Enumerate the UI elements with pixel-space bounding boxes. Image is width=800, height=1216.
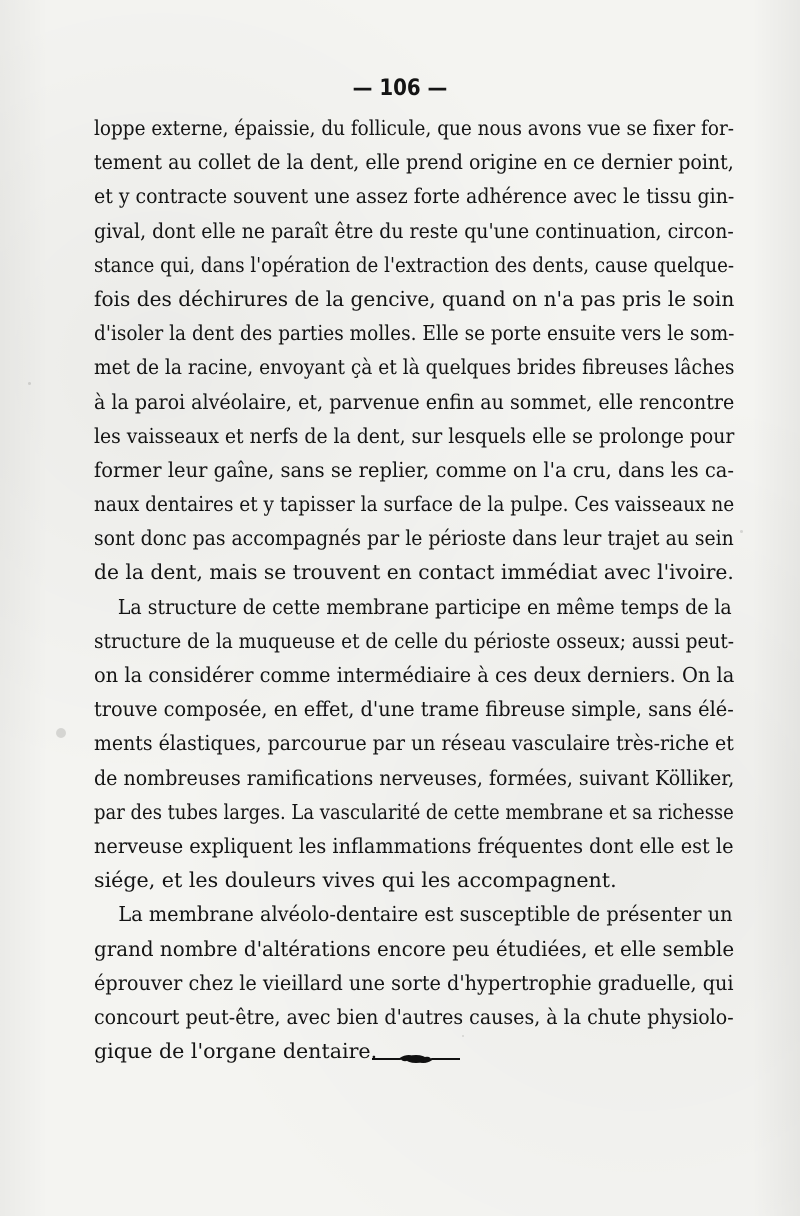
text-line: par des tubes larges. La vascularité de cette membrane et sa richesse [94,799,734,824]
text-line: fois des déchirures de la gencive, quand on n'a pas pris le soin [94,286,735,311]
text-line: loppe externe, épaissie, du follicule, que nous avons vue se fixer for- [94,116,734,140]
paper-speck [28,382,31,385]
paper-speck [740,530,743,533]
text-line: d'isoler la dent des parties molles. Elle se porte ensuite vers le som- [94,321,735,346]
paper-speck [462,1035,464,1037]
text-line: nerveuse expliquent les inflammations fréquentes dont elle est le [94,833,734,858]
text-line: stance qui, dans l'opération de l'extraction des dents, cause quelque- [94,252,735,277]
text-line: trouve composée, en effet, d'une trame fibreuse simple, sans élé- [94,697,734,722]
text-line: former leur gaîne, sans se replier, comme on l'a cru, dans les ca- [94,457,734,482]
body-text [94,111,734,1068]
text-line: siége, et les douleurs vives qui les accompagnent. [94,868,617,893]
text-line: ments élastiques, parcourue par un réseau vasculaire très-riche et [94,731,734,756]
text-line: tement au collet de la dent, elle prend origine en ce dernier point, [94,150,734,175]
paragraph-start-line: La structure de cette membrane participe en même temps de la [117,594,732,619]
paragraph-start-line: La membrane alvéolo-dentaire est susceptible de présenter un [118,902,733,927]
page-number: — 106 — [352,76,448,101]
text-line: on la considérer comme intermédiaire à ces deux derniers. On la [94,663,735,687]
paper-speck [56,728,66,738]
text-line: structure de la muqueuse et de celle du périoste osseux; aussi peut- [94,628,735,653]
text-line: de la dent, mais se trouvent en contact immédiat avec l'ivoire. [94,560,734,585]
text-line: sont donc pas accompagnés par le périoste dans leur trajet au sein [94,526,734,551]
text-line: concourt peut-être, avec bien d'autres causes, à la chute physiolo- [94,1004,734,1029]
text-line: les vaisseaux et nerfs de la dent, sur lesquels elle se prolonge pour [94,423,735,448]
text-line: naux dentaires et y tapisser la surface de la pulpe. Ces vaisseaux ne [94,492,735,517]
text-line: et y contracte souvent une assez forte adhérence avec le tissu gin- [94,184,735,209]
text-line: gival, dont elle ne paraît être du reste qu'une continuation, circon- [94,218,734,243]
text-line: à la paroi alvéolaire, et, parvenue enfin au sommet, elle rencontre [94,389,735,414]
text-line: gique de l'organe dentaire. [94,1039,378,1064]
text-line: met de la racine, envoyant çà et là quelques brides fibreuses lâches [94,355,735,380]
text-line: éprouver chez le vieillard une sorte d'hypertrophie graduelle, qui [94,970,734,995]
end-ornament [370,1051,462,1067]
text-line: de nombreuses ramifications nerveuses, formées, suivant Kölliker, [94,765,735,790]
text-line: grand nombre d'altérations encore peu étudiées, et elle semble [94,936,735,961]
